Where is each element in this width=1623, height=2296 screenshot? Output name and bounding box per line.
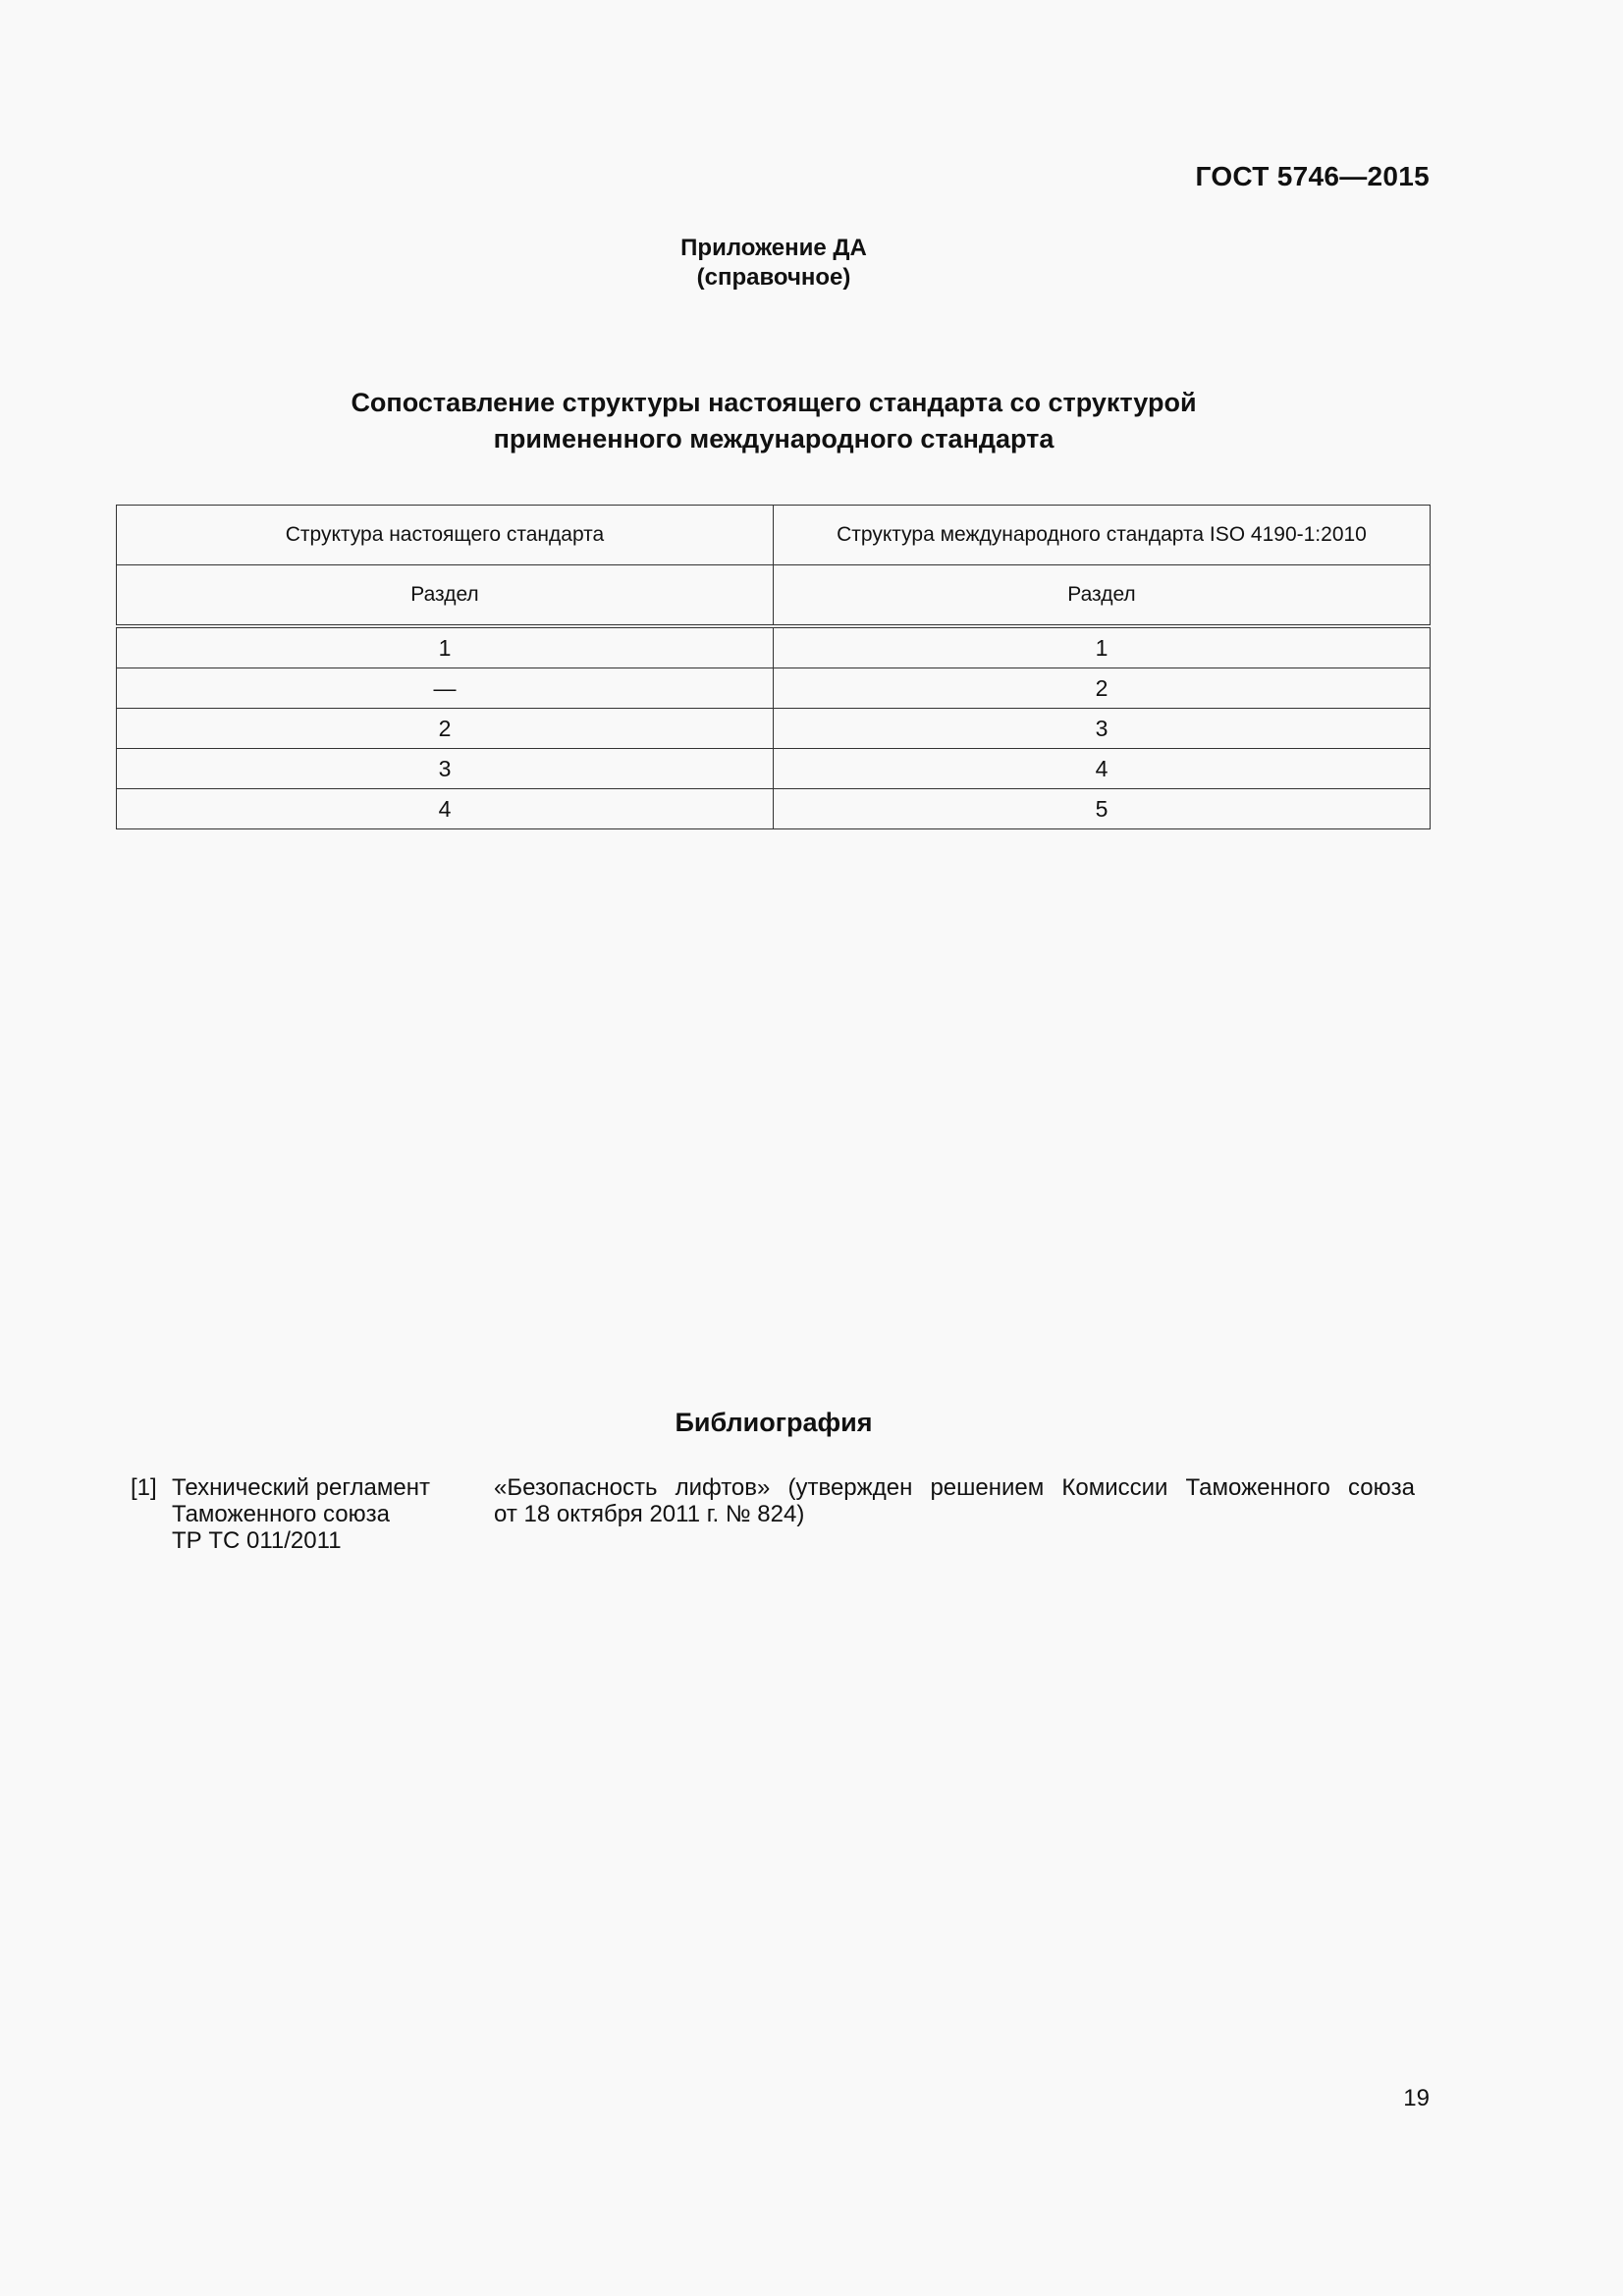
table-cell: 3	[774, 709, 1431, 749]
table-cell: 1	[117, 626, 774, 668]
bibliography-title: Библиография	[675, 1408, 873, 1437]
page-number: 19	[1403, 2085, 1430, 2111]
appendix-subtitle: (справочное)	[696, 264, 851, 291]
bibliography-document-line: Таможенного союза	[172, 1501, 390, 1527]
table-cell: 5	[774, 789, 1431, 829]
bibliography-entry-document	[172, 1474, 466, 1554]
table-cell: 4	[117, 789, 774, 829]
section-title	[0, 385, 1547, 457]
bibliography-entry-number: [1]	[131, 1474, 157, 1501]
bibliography-description-line: от 18 октября 2011 г. № 824)	[494, 1501, 805, 1527]
section-title-line: Сопоставление структуры настоящего стандарта со структурой	[351, 388, 1197, 417]
table-subheader-row	[117, 565, 1431, 627]
table-row	[117, 749, 1431, 789]
table-cell: 4	[774, 749, 1431, 789]
column-header: Структура международного стандарта ISO 4190-1:2010	[774, 506, 1431, 565]
appendix-heading	[0, 234, 1547, 293]
appendix-title: Приложение ДА	[680, 235, 867, 261]
table-cell: —	[117, 668, 774, 709]
table-row	[117, 789, 1431, 829]
table-row	[117, 668, 1431, 709]
column-subheader: Раздел	[774, 565, 1431, 627]
table-header-row	[117, 506, 1431, 565]
table-cell: 2	[117, 709, 774, 749]
structure-comparison-table	[116, 505, 1431, 829]
column-subheader: Раздел	[117, 565, 774, 627]
bibliography-document-line: ТР ТС 011/2011	[172, 1527, 342, 1554]
bibliography-entry-description	[494, 1474, 1415, 1527]
bibliography-description-line: «Безопасность лифтов» (утвержден решением Комиссии Таможенного союза	[494, 1474, 1415, 1501]
table-row	[117, 709, 1431, 749]
table-cell: 2	[774, 668, 1431, 709]
table-row	[117, 626, 1431, 668]
bibliography-document-line: Технический регламент	[172, 1474, 430, 1501]
table-cell: 1	[774, 626, 1431, 668]
table-cell: 3	[117, 749, 774, 789]
document-code: ГОСТ 5746—2015	[1195, 161, 1430, 191]
section-title-line: примененного международного стандарта	[493, 424, 1055, 454]
column-header: Структура настоящего стандарта	[117, 506, 774, 565]
